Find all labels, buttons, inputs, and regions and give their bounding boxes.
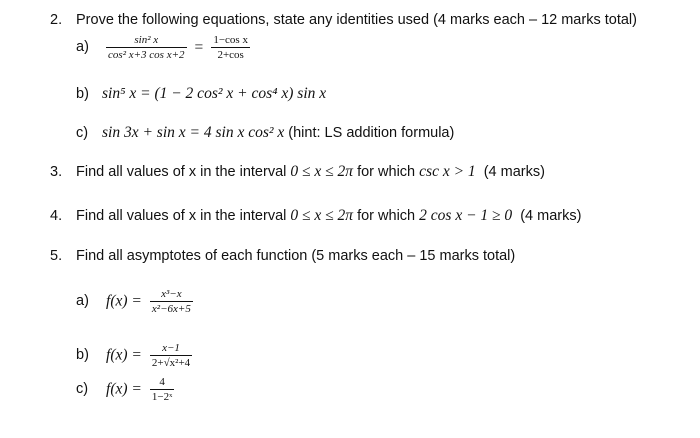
function-fraction xyxy=(150,376,174,403)
math-expression: sin⁵ x = (1 − 2 cos² x + cos⁴ x) sin x xyxy=(102,85,327,102)
part-label: a) xyxy=(76,293,89,310)
question-2 xyxy=(50,12,637,29)
rhs-fraction xyxy=(211,34,250,61)
interval-expression: 0 ≤ x ≤ 2π xyxy=(290,207,354,224)
function-fraction xyxy=(150,288,193,315)
question-5a xyxy=(76,288,193,315)
function-fraction xyxy=(150,342,192,369)
question-2c xyxy=(76,124,454,142)
question-5b xyxy=(76,342,192,369)
math-expression: sin 3x + sin x = 4 sin x cos² x xyxy=(102,124,285,141)
fraction-numerator: x−1 xyxy=(150,342,192,356)
question-number: 5. xyxy=(50,248,63,264)
question-text: Find all values of x in the interval xyxy=(76,164,291,180)
fraction-numerator: x³−x xyxy=(150,288,193,302)
question-4 xyxy=(50,207,581,225)
part-label: b) xyxy=(76,347,89,364)
rhs-denominator: 2+cos xyxy=(217,49,244,62)
question-text: Find all asymptotes of each function (5 marks each – 15 marks total) xyxy=(76,248,516,264)
lhs-denominator: cos² x+3 cos x+2 xyxy=(108,49,185,62)
question-text-2: for which xyxy=(353,164,420,180)
part-label: c) xyxy=(76,125,89,141)
fraction-numerator: 4 xyxy=(150,376,174,390)
rhs-numerator: 1−cos x xyxy=(211,34,250,48)
question-text: Prove the following equations, state any identities used (4 marks each – 12 marks total) xyxy=(76,12,637,28)
function-label: f(x) = xyxy=(106,380,142,398)
function-label: f(x) = xyxy=(106,346,142,364)
lhs-fraction xyxy=(106,34,186,61)
equals-sign: = xyxy=(194,38,204,56)
question-text-2: for which xyxy=(353,208,420,224)
question-2b xyxy=(76,85,326,103)
marks-text: (4 marks) xyxy=(475,164,545,180)
marks-text: (4 marks) xyxy=(512,208,582,224)
question-5 xyxy=(50,248,515,265)
question-5c xyxy=(76,376,174,403)
interval-expression: 0 ≤ x ≤ 2π xyxy=(290,163,354,180)
fraction-denominator: 2+√x²+4 xyxy=(151,357,191,370)
question-2a xyxy=(76,34,250,61)
condition-expression: csc x > 1 xyxy=(419,163,476,180)
fraction-denominator: 1−2ˣ xyxy=(151,391,173,404)
condition-expression: 2 cos x − 1 ≥ 0 xyxy=(419,207,513,224)
function-label: f(x) = xyxy=(106,292,142,310)
lhs-numerator: sin² x xyxy=(106,34,186,48)
question-number: 3. xyxy=(50,164,63,180)
question-text: Find all values of x in the interval xyxy=(76,208,291,224)
part-label: a) xyxy=(76,39,89,56)
question-3 xyxy=(50,163,545,181)
hint-text: (hint: LS addition formula) xyxy=(284,125,455,141)
part-label: b) xyxy=(76,86,89,102)
question-number: 2. xyxy=(50,12,63,28)
part-label: c) xyxy=(76,381,89,398)
fraction-denominator: x²−6x+5 xyxy=(151,303,191,316)
question-number: 4. xyxy=(50,208,63,224)
